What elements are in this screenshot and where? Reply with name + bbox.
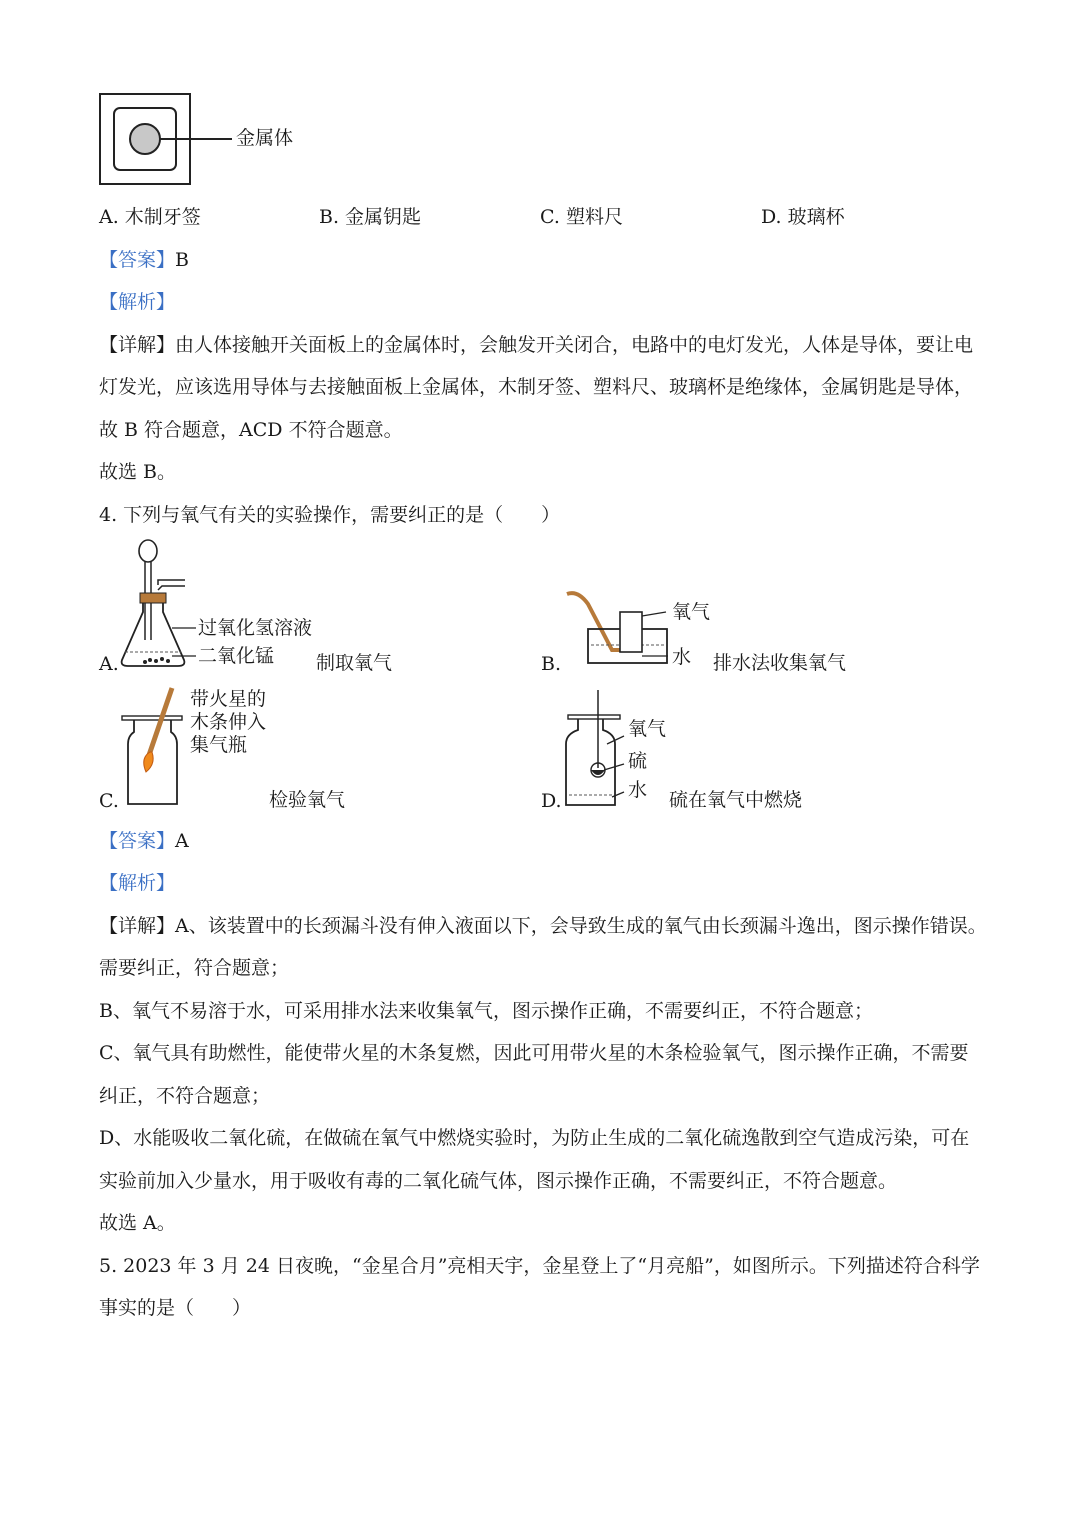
q3-detail-line-2: 灯发光，应该选用导体与去接触面板上金属体，木制牙签、塑料尺、玻璃杯是绝缘体，金属钥匙是导体， [99, 376, 974, 398]
q4-conclusion: 故选 A。 [99, 1212, 176, 1234]
q3-analysis-tag: 【解析】 [99, 291, 176, 313]
option-a-letter: A. [99, 653, 119, 675]
answer-value: A [175, 830, 189, 852]
q4-detail-line-3: B、氧气不易溶于水，可采用排水法来收集氧气，图示操作正确，不需要纠正，不符合题意； [99, 1000, 873, 1022]
answer-tag: 【答案】 [99, 249, 176, 271]
option-d-caption: 硫在氧气中燃烧 [669, 789, 803, 811]
q3-option-d: D. 玻璃杯 [761, 206, 845, 228]
apparatus-c-label-3: 集气瓶 [190, 734, 248, 756]
q4-detail-line-1 [99, 914, 987, 938]
q4-detail-line-2: 需要纠正，符合题意； [99, 957, 290, 979]
q3-conclusion: 故选 B。 [99, 461, 177, 483]
detail-text: A、该装置中的长颈漏斗没有伸入液面以下，会导致生成的氧气由长颈漏斗逸出，图示操作错误。 [175, 915, 987, 937]
q3-detail-line-3: 故 B 符合题意，ACD 不符合题意。 [99, 419, 403, 441]
q3-answer-line [99, 248, 189, 272]
option-b-caption: 排水法收集氧气 [713, 652, 847, 674]
apparatus-d-label-top: 氧气 [628, 718, 667, 740]
q4-detail-line-6: D、水能吸收二氧化硫，在做硫在氧气中燃烧实验时，为防止生成的二氧化硫逸散到空气造成污染，可在 [99, 1127, 970, 1149]
apparatus-b-label-top: 氧气 [672, 601, 711, 623]
q3-option-b: B. 金属钥匙 [319, 206, 422, 228]
apparatus-d-bottle-icon [0, 0, 1, 1]
q4-detail-line-4: C、氧气具有助燃性，能使带火星的木条复燃，因此可用带火星的木条检验氧气，图示操作正确，不需要 [99, 1042, 969, 1064]
option-c-letter: C. [99, 790, 119, 812]
answer-tag: 【答案】 [99, 830, 176, 852]
q3-option-c: C. 塑料尺 [540, 206, 623, 228]
q5-question-line-1: 5. 2023 年 3 月 24 日夜晚，“金星合月”亮相天宇，金星登上了“月亮船”，如图所示。下列描述符合科学 [99, 1255, 980, 1277]
q4-detail-line-7: 实验前加入少量水，用于吸收有毒的二氧化硫气体，图示操作正确，不需要纠正，不符合题意。 [99, 1170, 898, 1192]
metal-body-label: 金属体 [236, 127, 294, 149]
apparatus-c-label-1: 带火星的 [190, 688, 267, 710]
apparatus-d-label-bottom: 水 [628, 779, 648, 801]
detail-tag: 【详解】 [99, 915, 176, 937]
answer-value: B [175, 249, 189, 271]
q4-question: 4. 下列与氧气有关的实验操作，需要纠正的是（ ） [99, 504, 561, 526]
apparatus-d-label-mid: 硫 [628, 750, 648, 772]
apparatus-b-label-bottom: 水 [672, 646, 692, 668]
option-a-caption: 制取氧气 [316, 652, 393, 674]
q3-detail-line-1 [99, 333, 973, 357]
detail-text: 由人体接触开关面板上的金属体时，会触发开关闭合，电路中的电灯发光，人体是导体，要让电 [175, 334, 974, 356]
q4-analysis-tag: 【解析】 [99, 872, 176, 894]
apparatus-a-label-bottom: 二氧化锰 [198, 645, 275, 667]
apparatus-c-label-2: 木条伸入 [190, 711, 267, 733]
apparatus-a-label-top: 过氧化氢溶液 [198, 617, 313, 639]
detail-tag: 【详解】 [99, 334, 176, 356]
option-c-caption: 检验氧气 [269, 789, 346, 811]
option-d-letter: D. [541, 790, 562, 812]
q5-question-line-2: 事实的是（ ） [99, 1297, 252, 1319]
q3-option-a: A. 木制牙签 [99, 206, 201, 228]
q4-answer-line [99, 829, 189, 853]
option-b-letter: B. [541, 653, 562, 675]
q4-detail-line-5: 纠正，不符合题意； [99, 1085, 271, 1107]
